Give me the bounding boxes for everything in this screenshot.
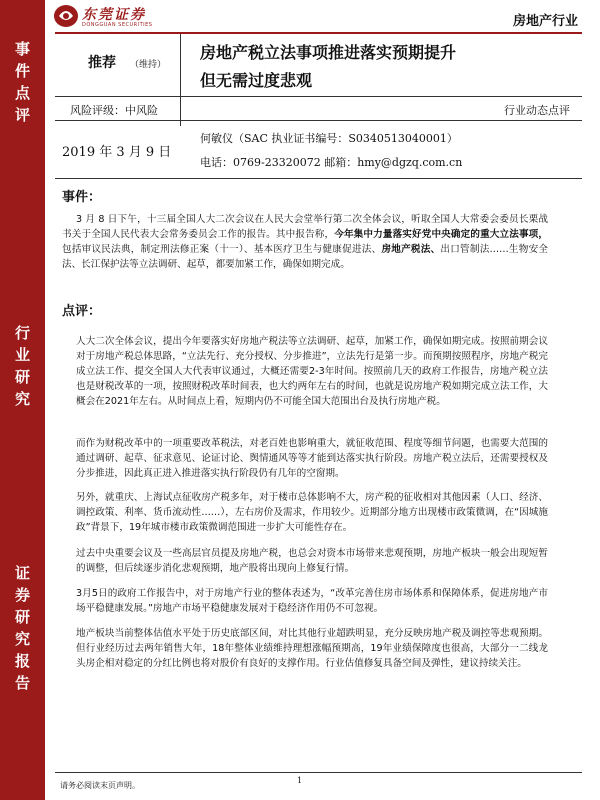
block-divider [180,34,181,126]
logo-subtext: DONGGUAN SECURITIES [82,22,153,28]
logo-text: 东莞证券 [82,7,146,23]
industry-name: 房地产行业 [512,14,578,29]
comment-paragraph-1: 人大二次全体会议，提出今年要落实好房地产税法等立法调研、起草，加紧工作，确保如期完成。按照前期会议对于房地产税总体思路，“立法先行、充分授权、分步推进”，立法先行是第一步。而预期按照程序，房地产税完成立法工作、提交全国人大代表审议通过，大概还需要2-3年时间。按照前几天的政府工作报告，房地产税立法也是财税改革的一项，按照财税改革时间表，也大约两年左右的时间，也就是说房地产税如期完成立法工作，大概会在2021年左右。从时间点上看，短期内仍不可能全国大范围出台及执行房地产税。 [76,336,548,407]
comment-paragraph-6: 地产板块当前整体估值水平处于历史底部区间，对比其他行业超跌明显，充分反映房地产税及调控等悲观预期。但行业经历过去两年销售大年，18年整体业绩维持理想涨幅预期高，19年业绩保障度也很高，大部分一二线龙头房企相对稳定的分红比例也将对股价有良好的支撑作用。行业估值修复具备空间及弹性，建议持续关注。 [76,628,548,669]
sidebar-label-event-review: 事件点评 [14,40,30,124]
footer-disclaimer: 请务必阅读末页声明。 [60,781,140,790]
comment-paragraph-2: 而作为财税改革中的一项重要改革税法，对老百姓也影响重大，就征收范围、程度等细节问题，也需要大范围的通过调研、起草、征求意见、论证讨论、舆情通风等等才能到达落实执行阶段。房地产税立法后，还需要授权及分步推进，因此真正进入推进落实执行阶段仍有几年的空窗期。 [76,438,548,479]
footer-divider [55,772,582,773]
author-info: 何敏仪（SAC 执业证书编号：S0340513040001） [200,132,458,145]
rating-label: 推荐 [88,55,116,71]
report-type: 行业动态点评 [504,104,570,117]
meta-divider [55,120,582,121]
risk-rating: 风险评级：中风险 [70,104,158,117]
author-divider [55,178,582,179]
sidebar-label-securities-report: 证券研究报告 [14,564,30,692]
title-divider [55,96,582,97]
event-heading: 事件： [62,190,102,205]
sidebar-label-industry-research: 行业研究 [14,324,30,408]
rating-note: （维持） [130,60,167,70]
report-title-line2: 但无需过度悲观 [200,71,313,90]
page-number: 1 [297,776,303,785]
author-contact: 电话：0769-23320072 邮箱：hmy@dgzq.com.cn [200,156,463,169]
comment-paragraph-4: 过去中央重要会议及一些高层官员提及房地产税，也总会对资本市场带来悲观预期，房地产板块一般会出现短暂的调整，但后续逐步消化悲观预期，地产股将出现向上修复行情。 [76,548,548,574]
comment-heading: 点评： [62,304,102,319]
event-paragraph: 3 月 8 日下午，十三届全国人大二次会议在人民大会堂举行第二次全体会议，听取全国人大常委会委员长栗战书关于全国人民代表大会常务委员会工作的报告。其中报告称，今年集中力量落实好党中央确定的重大立法事项，包括审议民法典，制定刑法修正案（十一）、基本医疗卫生与健康促进法、房地产税法、出口管制法……生物安全法、长江保护法等立法调研、起草，都要加紧工作，确保如期完成。 [62,214,549,270]
report-date: 2019 年 3 月 9 日 [62,145,172,160]
header-divider [55,32,582,34]
comment-paragraph-3: 另外，就重庆、上海试点征收房产税多年，对于楼市总体影响不大，房产税的征收相对其他因素（人口、经济、调控政策、利率、货币流动性……），左右房价及需求，作用较少。近期部分地方出现楼市政策微调，在“因城施政”背景下，19年城市楼市政策微调范围进一步扩大可能性存在。 [76,492,548,533]
comment-paragraph-5: 3月5日的政府工作报告中，对于房地产行业的整体表述为，“改革完善住房市场体系和保障体系，促进房地产市场平稳健康发展。”房地产市场平稳健康发展对于稳经济作用仍不可忽视。 [76,588,548,614]
report-title-line1: 房地产税立法事项推进落实预期提升 [200,43,457,62]
